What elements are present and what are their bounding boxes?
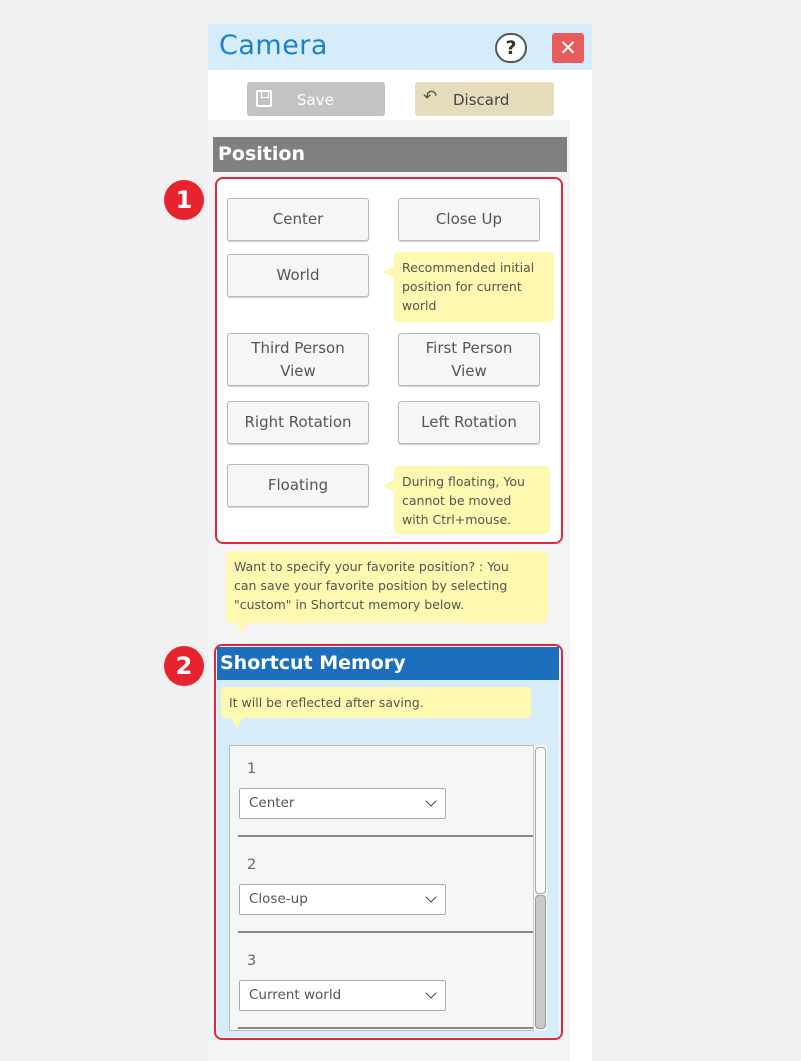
scrollbar-thumb[interactable] (535, 895, 546, 1029)
center-button[interactable] (227, 198, 369, 241)
floating-button[interactable] (227, 464, 369, 507)
close-up-button[interactable] (398, 198, 540, 241)
window-title: Camera (219, 30, 328, 61)
close-button[interactable]: ✕ (552, 33, 584, 63)
chevron-down-icon (425, 987, 436, 998)
floating-tip-line-1: During floating, You (402, 474, 525, 489)
floating-tooltip (394, 466, 550, 534)
chevron-down-icon (425, 891, 436, 902)
discard-label: Discard (453, 91, 510, 109)
slot-1-number: 1 (247, 761, 257, 777)
position-section-header: Position (213, 137, 567, 172)
chevron-down-icon (425, 795, 436, 806)
floppy-disk-icon (256, 90, 272, 107)
close-up-button-label: Close Up (435, 210, 503, 228)
annotation-badge-2: 2 (164, 646, 204, 686)
world-tooltip (394, 252, 554, 322)
slot-2-select[interactable] (239, 884, 446, 915)
right-rotation-label: Right Rotation (244, 413, 352, 431)
first-person-view-button[interactable] (398, 333, 540, 386)
slot-1-value: Center (249, 795, 295, 811)
right-rotation-button[interactable] (227, 401, 369, 444)
world-tip-line-3: world (402, 298, 437, 313)
slot-2-value: Close-up (249, 891, 308, 907)
slot-divider (238, 1027, 533, 1029)
left-rotation-button[interactable] (398, 401, 540, 444)
first-person-label-1: First Person (425, 338, 513, 357)
favorite-tip-line-2: can save your favorite position by selecting (234, 578, 508, 593)
world-button-label: World (276, 266, 320, 284)
scrollbar-track-upper[interactable] (535, 747, 546, 894)
favorite-tip-line-1: Want to specify your favorite position? : You (234, 559, 509, 574)
floating-button-label: Floating (267, 476, 329, 494)
favorite-position-tooltip (226, 551, 548, 623)
slot-divider (238, 931, 533, 933)
slot-3-value: Current world (249, 987, 342, 1003)
slot-3-select[interactable] (239, 980, 446, 1011)
first-person-label-2: View (451, 361, 487, 380)
slot-3-number: 3 (247, 953, 257, 969)
save-button[interactable] (247, 82, 385, 116)
favorite-tip-line-3: "custom" in Shortcut memory below. (234, 597, 465, 612)
slot-2-number: 2 (247, 857, 257, 873)
third-person-label-1: Third Person (251, 338, 345, 357)
save-label: Save (297, 91, 334, 109)
world-tip-line-2: position for current (402, 279, 522, 294)
discard-button[interactable] (415, 82, 554, 116)
world-tip-line-1: Recommended initial (402, 260, 535, 275)
reflect-tip-text: It will be reflected after saving. (229, 695, 424, 710)
slot-1-select[interactable] (239, 788, 446, 819)
undo-icon: ↶ (423, 87, 438, 107)
world-button[interactable] (227, 254, 369, 297)
third-person-view-button[interactable] (227, 333, 369, 386)
floating-tip-line-2: cannot be moved (402, 493, 512, 508)
left-rotation-label: Left Rotation (421, 413, 517, 431)
annotation-badge-1: 1 (164, 180, 204, 220)
floating-tip-line-3: with Ctrl+mouse. (402, 512, 512, 527)
slot-divider (238, 835, 533, 837)
center-button-label: Center (272, 210, 324, 228)
shortcut-memory-header: Shortcut Memory (217, 647, 559, 680)
help-button[interactable]: ? (495, 33, 527, 63)
third-person-label-2: View (280, 361, 316, 380)
reflect-after-saving-tooltip (221, 687, 531, 718)
